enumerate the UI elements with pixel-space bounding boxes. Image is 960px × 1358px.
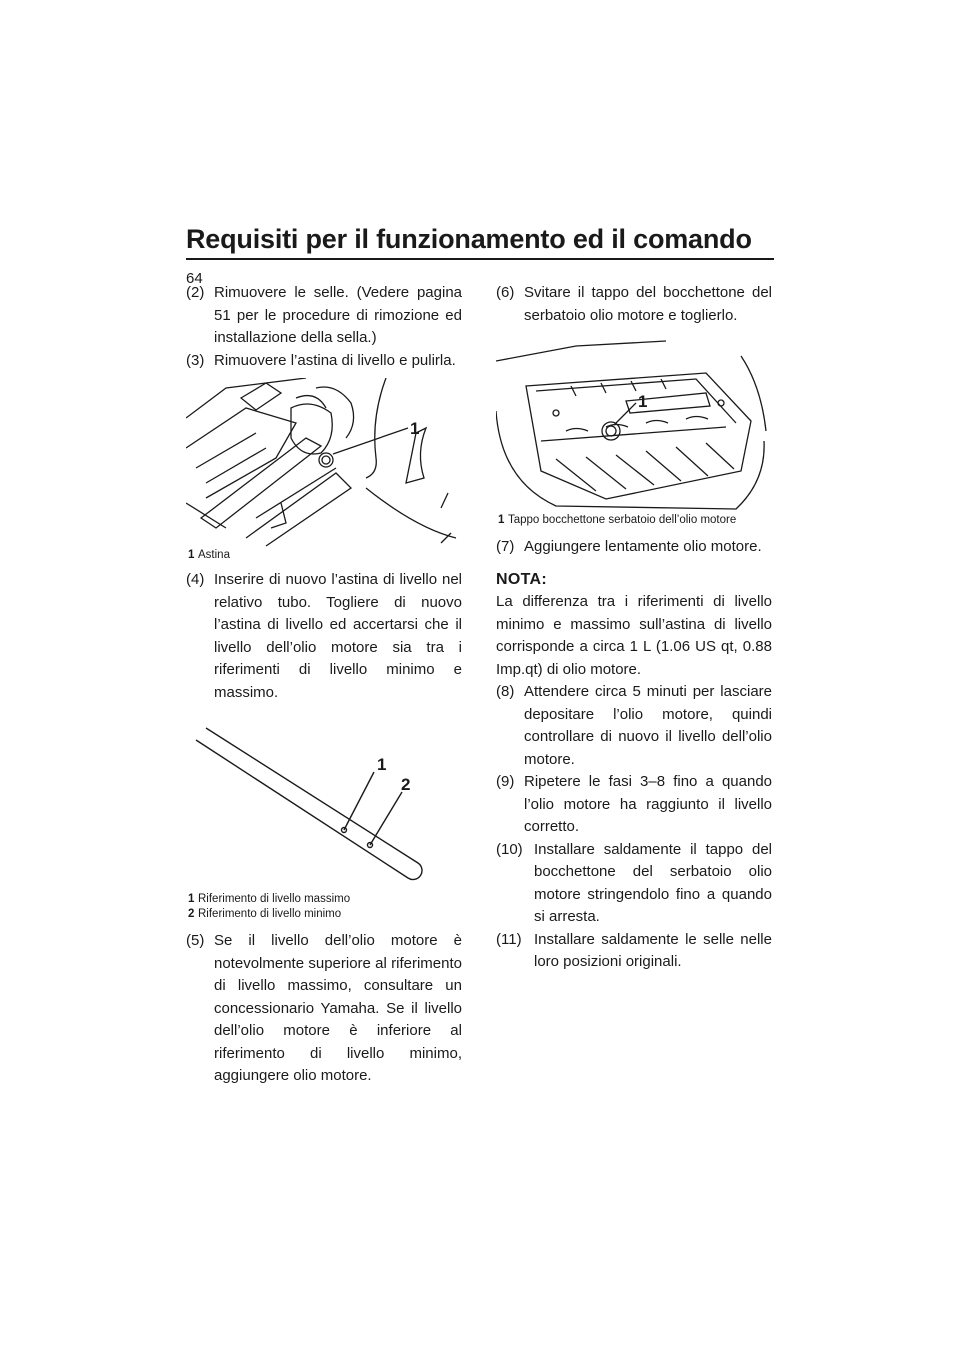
step-number: (9)	[496, 773, 515, 790]
step-9	[496, 771, 772, 839]
step-text: Rimuovere l’astina di livello e pulirla.	[214, 351, 456, 369]
step-text: Svitare il tappo del bocchettone del serbatoio olio motore e toglierlo.	[524, 284, 772, 324]
step-number: (10)	[496, 840, 523, 858]
figure-oil-filler-cap	[496, 331, 772, 528]
step-number: (7)	[496, 538, 515, 555]
step-number: (11)	[496, 930, 522, 948]
figure-dipstick-location	[186, 378, 462, 563]
step-text: Inserire di nuovo l’astina di livello nel relativo tubo. Togliere di nuovo l’astina di livello ed accertarsi che il livello dell’olio motore sia tra i riferimenti di livello minimo e massimo.	[214, 571, 462, 701]
note-heading: NOTA:	[496, 570, 547, 588]
left-column	[186, 282, 462, 1088]
figure-dipstick-marks	[186, 712, 462, 922]
step-number: (6)	[496, 284, 515, 301]
step-text: Rimuovere le selle. (Vedere pagina 51 per le procedure di rimozione ed installazione della sella.)	[214, 284, 462, 346]
step-text: Installare saldamente le selle nelle loro posizioni originali.	[534, 930, 772, 970]
step-number: (5)	[186, 932, 205, 949]
caption-number: 1	[188, 549, 195, 561]
right-column	[496, 282, 772, 974]
figure-caption	[186, 892, 462, 922]
step-5	[186, 930, 462, 1088]
dipstick-location-illustration	[186, 378, 462, 548]
note-text: La differenza tra i riferimenti di livello minimo e massimo sull’astina di livello corrisponde a circa 1 L (1.06 US qt, 0.88 Imp.qt) di olio motore.	[496, 593, 772, 678]
step-number: (2)	[186, 284, 205, 301]
caption-number: 1	[188, 893, 195, 905]
figure-caption	[186, 548, 462, 563]
caption-row	[186, 548, 462, 563]
step-11	[496, 929, 772, 974]
step-2	[186, 282, 462, 350]
header-rule	[186, 258, 774, 260]
callout-2: 2	[401, 775, 411, 794]
step-number: (8)	[496, 683, 515, 700]
figure-caption	[496, 513, 772, 528]
step-number: (3)	[186, 351, 205, 369]
step-6	[496, 282, 772, 327]
dipstick-marks-illustration	[186, 712, 462, 892]
page-title: Requisiti per il funzionamento ed il comando	[186, 224, 752, 254]
caption-row	[496, 513, 772, 528]
callout-1: 1	[377, 755, 387, 774]
caption-row	[186, 907, 462, 922]
caption-text: Riferimento di livello minimo	[198, 908, 342, 920]
caption-number: 2	[188, 908, 195, 920]
step-text: Attendere circa 5 minuti per lasciare depositare l’olio motore, quindi controllare di nuovo il livello dell’olio motore.	[524, 683, 772, 768]
step-number: (4)	[186, 571, 205, 588]
step-text: Installare saldamente il tappo del bocchettone del serbatoio olio motore stringendolo fino a quando si arresta.	[534, 840, 772, 925]
page-number: 64	[186, 270, 203, 287]
step-text: Aggiungere lentamente olio motore.	[524, 538, 762, 555]
step-3	[186, 350, 462, 373]
step-10	[496, 839, 772, 929]
step-7	[496, 536, 772, 559]
caption-text: Tappo bocchettone serbatoio dell’olio motore	[508, 514, 737, 526]
callout-1: 1	[638, 392, 648, 411]
step-4	[186, 569, 462, 704]
callout-1: 1	[410, 419, 420, 438]
caption-text: Astina	[198, 549, 230, 561]
caption-row	[186, 892, 462, 907]
caption-text: Riferimento di livello massimo	[198, 893, 351, 905]
oil-filler-cap-illustration	[496, 331, 772, 511]
step-text: Ripetere le fasi 3–8 fino a quando l’olio motore ha raggiunto il livello corretto.	[524, 773, 772, 835]
step-8	[496, 681, 772, 771]
step-text: Se il livello dell’olio motore è notevolmente superiore al riferimento di livello massimo, consultare un concessionario Yamaha. Se il livello dell’olio motore è inferiore al riferimento di livello minimo, aggiungere olio motore.	[214, 932, 462, 1084]
caption-number: 1	[498, 514, 505, 526]
